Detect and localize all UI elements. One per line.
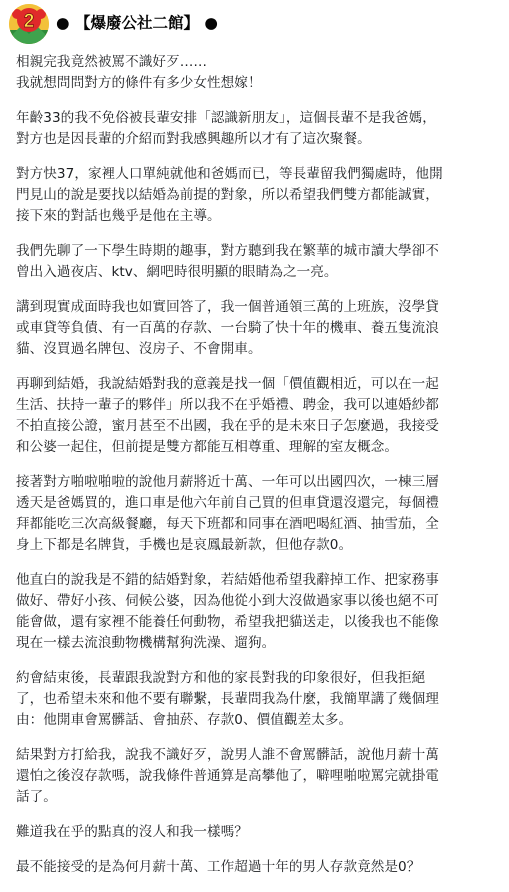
post-paragraph [16, 108, 500, 150]
post-line: 曾出入過夜店、ktv、網吧時很明顯的眼睛為之一亮。 [16, 264, 338, 280]
post-line: 對方快37，家裡人口單純就他和爸媽而已，等長輩留我們獨處時，他開 [16, 166, 443, 182]
post-line: 年齡33的我不免俗被長輩安排「認識新朋友」，這個長輩不是我爸媽， [16, 110, 436, 126]
post-paragraph [16, 668, 500, 731]
post-line: 接下來的對話也幾乎是他在主導。 [16, 208, 221, 224]
post-line: 生活、扶持一輩子的夥伴」所以我不在乎婚禮、聘金，我可以連婚紗都 [16, 397, 439, 413]
post-line: 拜都能吃三次高級餐廳，每天下班都和同事在酒吧喝紅酒、抽雪茄，全 [16, 516, 439, 532]
post-paragraph [16, 52, 500, 94]
post-line: 對方也是因長輩的介紹而對我感興趣所以才有了這次聚餐。 [16, 131, 371, 147]
post-line: 由：他開車會罵髒話、會抽菸、存款0、價值觀差太多。 [16, 712, 353, 728]
post-line: 約會結束後，長輩跟我說對方和他的家長對我的印象很好，但我拒絕 [16, 670, 426, 686]
group-name: 【爆廢公社二館】 [74, 14, 199, 32]
post-line: 做好、帶好小孩、伺候公婆，因為他從小到大沒做過家事以後也絕不可 [16, 593, 439, 609]
post-paragraph [16, 570, 500, 654]
post-line: 能會做，還有家裡不能養任何動物，希望我把貓送走，以後我也不能像 [16, 614, 439, 630]
post-line: 我就想問問對方的條件有多少女性想嫁！ [16, 75, 262, 91]
group-avatar[interactable] [9, 4, 49, 44]
post-line: 最不能接受的是為何月薪十萬、工作超過十年的男人存款竟然是0？ [16, 859, 421, 875]
post-line: 話了。 [16, 789, 57, 805]
post-line: 相親完我竟然被罵不識好歹…… [16, 54, 208, 70]
post-paragraph [16, 241, 500, 283]
post-line: 門見山的說是要找以結婚為前提的對象，所以希望我們雙方都能誠實， [16, 187, 439, 203]
post-line: 難道我在乎的點真的沒人和我一樣嗎？ [16, 824, 248, 840]
avatar-numeral: 2 [23, 11, 35, 32]
post-line: 接著對方啪啦啪啦的說他月薪將近十萬、一年可以出國四次，一棟三層 [16, 474, 439, 490]
post-line: 不拍直接公證，蜜月甚至不出國，我在乎的是未來日子怎麼過，我接受 [16, 418, 439, 434]
title-prefix-dot: ● [56, 14, 70, 32]
post-line: 結果對方打給我，說我不識好歹，說男人誰不會罵髒話，說他月薪十萬 [16, 747, 439, 763]
post-line: 講到現實成面時我也如實回答了，我一個普通領三萬的上班族，沒學貸 [16, 299, 439, 315]
post-line: 貓、沒買過名牌包、沒房子、不會開車。 [16, 341, 262, 357]
post-paragraph [16, 822, 500, 843]
post-paragraph [16, 857, 500, 878]
post-line: 和公婆一起住，但前提是雙方都能互相尊重、理解的室友概念。 [16, 439, 399, 455]
post-line: 了，也希望未來和他不要有聯繫，長輩問我為什麼，我簡單講了幾個理 [16, 691, 439, 707]
post-line: 再聊到結婚，我說結婚對我的意義是找一個「價值觀相近，可以在一起 [16, 376, 439, 392]
title-suffix-dot: ● [204, 14, 218, 32]
post-paragraph [16, 745, 500, 808]
post-line: 或車貸等負債、有一百萬的存款、一台騎了快十年的機車、養五隻流浪 [16, 320, 439, 336]
post-paragraph [16, 472, 500, 556]
post-line: 透天是爸媽買的，進口車是他六年前自己買的但車貸還沒還完，每個禮 [16, 495, 439, 511]
post-body [16, 52, 500, 892]
post-paragraph [16, 164, 500, 227]
group-title[interactable] [56, 11, 218, 33]
post-line: 身上下都是名牌貨，手機也是哀鳳最新款，但他存款0。 [16, 537, 353, 553]
post-line: 還怕之後沒存款嗎，說我條件普通算是高攀他了，噼哩啪啦罵完就掛電 [16, 768, 439, 784]
post-paragraph [16, 297, 500, 360]
post-line: 我們先聊了一下學生時期的趣事，對方聽到我在繁華的城市讀大學卻不 [16, 243, 439, 259]
post-header [0, 0, 509, 48]
post-line: 他直白的說我是不錯的結婚對象，若結婚他希望我辭掉工作、把家務事 [16, 572, 439, 588]
post-line: 現在一樣去流浪動物機構幫狗洗澡、遛狗。 [16, 635, 276, 651]
post-paragraph [16, 374, 500, 458]
group-logo-icon [9, 4, 49, 44]
